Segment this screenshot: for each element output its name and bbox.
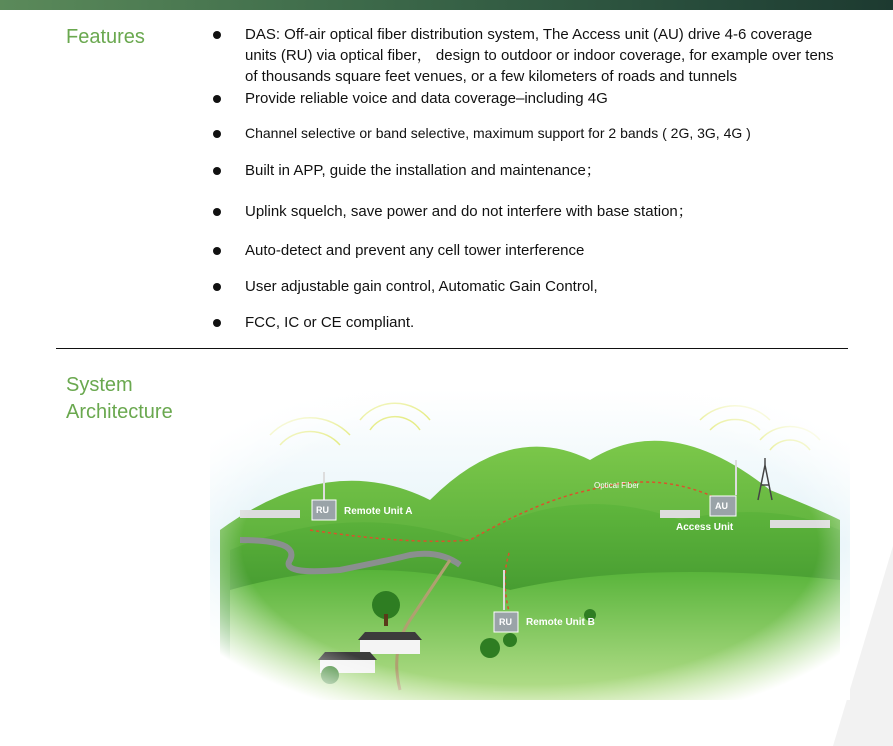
feature-text: User adjustable gain control, Automatic Gain Control, [245,278,598,295]
feature-text: Uplink squelch, save power and do not interfere with base station； [245,203,693,220]
bullet-icon [213,247,221,255]
section-divider [56,348,848,349]
feature-text: Provide reliable voice and data coverage–including 4G [245,90,608,107]
bullet-icon [213,167,221,175]
feature-text: FCC, IC or CE compliant. [245,314,415,331]
top-banner-strip [0,0,893,10]
bullet-icon [213,95,221,103]
edge-fade-overlay [210,390,850,700]
bullet-icon [213,319,221,327]
system-architecture-diagram [210,390,850,700]
bullet-icon [213,31,221,39]
bullet-icon [213,208,221,216]
feature-text: DAS: Off-air optical fiber distribution system, The Access unit (AU) drive 4-6 coverage units (RU) via optical fiber， design to outdoor or indoor coverage, for example over tens of thousands square feet venues, or a few kilometers of roads and tunnels [245,26,834,85]
features-heading: Features [66,26,145,48]
feature-text: Built in APP, guide the installation and maintenance； [245,162,601,179]
system-architecture-heading: System Architecture [66,374,173,423]
feature-text: Auto-detect and prevent any cell tower interference [245,242,585,259]
bullet-icon [213,283,221,291]
bullet-icon [213,130,221,138]
feature-text: Channel selective or band selective, maximum support for 2 bands ( 2G, 3G, 4G ) [245,125,751,141]
